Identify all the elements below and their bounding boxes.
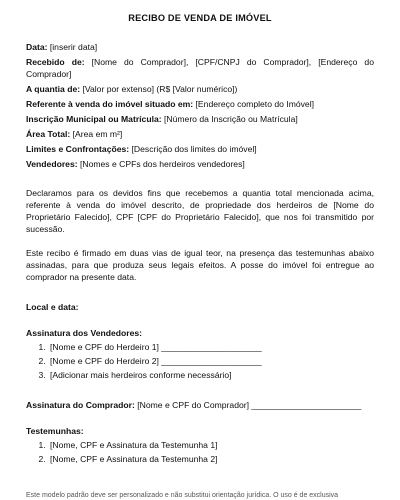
declaration-paragraph: Declaramos para os devidos fins que recebemos a quantia total mencionada acima, referente à venda do imóvel descrito, de propriedade dos herdeiros de [Nome do Proprietário Falecido], CPF [CPF do Proprietário Falecido], que nos foi transmitido por sucessão. xyxy=(26,188,374,234)
witnesses-label: Testemunhas: xyxy=(26,426,84,436)
field-value: [Area em m²] xyxy=(70,129,123,139)
fields-block xyxy=(26,41,374,170)
sellers-list xyxy=(26,341,374,381)
field-inscricao xyxy=(26,113,374,125)
list-item: 2. [Nome e CPF do Herdeiro 2] _____________________ xyxy=(48,355,374,367)
field-value: [Nome do Comprador], [CPF/CNPJ do Comprador], [Endereço do Comprador] xyxy=(26,57,374,79)
field-label: A quantia de: xyxy=(26,84,81,94)
field-value: [Descrição dos limites do imóvel] xyxy=(129,144,257,154)
local-data-label: Local e data: xyxy=(26,302,79,312)
field-label: Limites e Confrontações: xyxy=(26,144,130,154)
field-value: [inserir data] xyxy=(47,42,98,52)
field-area-total xyxy=(26,128,374,140)
field-label: Recebido de: xyxy=(26,57,85,67)
list-item: 3. [Adicionar mais herdeiros conforme necessário] xyxy=(48,369,374,381)
disclaimer-footer: Este modelo padrão deve ser personalizado e não substitui orientação jurídica. O uso é de exclusiva xyxy=(26,492,339,499)
field-referente xyxy=(26,98,374,110)
witnesses-list xyxy=(26,439,374,465)
field-label: Data: xyxy=(26,42,48,52)
field-data xyxy=(26,41,374,53)
field-label: Área Total: xyxy=(26,129,71,139)
sellers-signature-label: Assinatura dos Vendedores: xyxy=(26,328,143,338)
field-quantia xyxy=(26,83,374,95)
field-value: [Número da Inscrição ou Matrícula] xyxy=(161,114,298,124)
field-value: [Endereço completo do Imóvel] xyxy=(193,99,315,109)
field-recebido-de xyxy=(26,56,374,80)
field-value: [Valor por extenso] (R$ [Valor numérico]) xyxy=(80,84,238,94)
list-item: 2. [Nome, CPF e Assinatura da Testemunha 2] xyxy=(48,453,374,465)
buyer-signature-value: [Nome e CPF do Comprador] _______________________ xyxy=(134,400,362,410)
field-label: Vendedores: xyxy=(26,159,78,169)
list-item: 1. [Nome e CPF do Herdeiro 1] _____________________ xyxy=(48,341,374,353)
buyer-signature-line xyxy=(26,399,374,411)
field-value: [Nomes e CPFs dos herdeiros vendedores] xyxy=(77,159,245,169)
buyer-signature-label: Assinatura do Comprador: xyxy=(26,400,135,410)
document-title: RECIBO DE VENDA DE IMÓVEL xyxy=(128,13,272,23)
field-limites xyxy=(26,143,374,155)
list-item: 1. [Nome, CPF e Assinatura da Testemunha 1] xyxy=(48,439,374,451)
receipt-terms-paragraph: Este recibo é firmado em duas vias de igual teor, na presença das testemunhas abaixo assinadas, para que produza seus legais efeitos. A posse do imóvel foi entregue ao comprador na presente data. xyxy=(26,248,374,282)
field-label: Referente à venda do imóvel situado em: xyxy=(26,99,194,109)
field-label: Inscrição Municipal ou Matrícula: xyxy=(26,114,162,124)
field-vendedores xyxy=(26,158,374,170)
